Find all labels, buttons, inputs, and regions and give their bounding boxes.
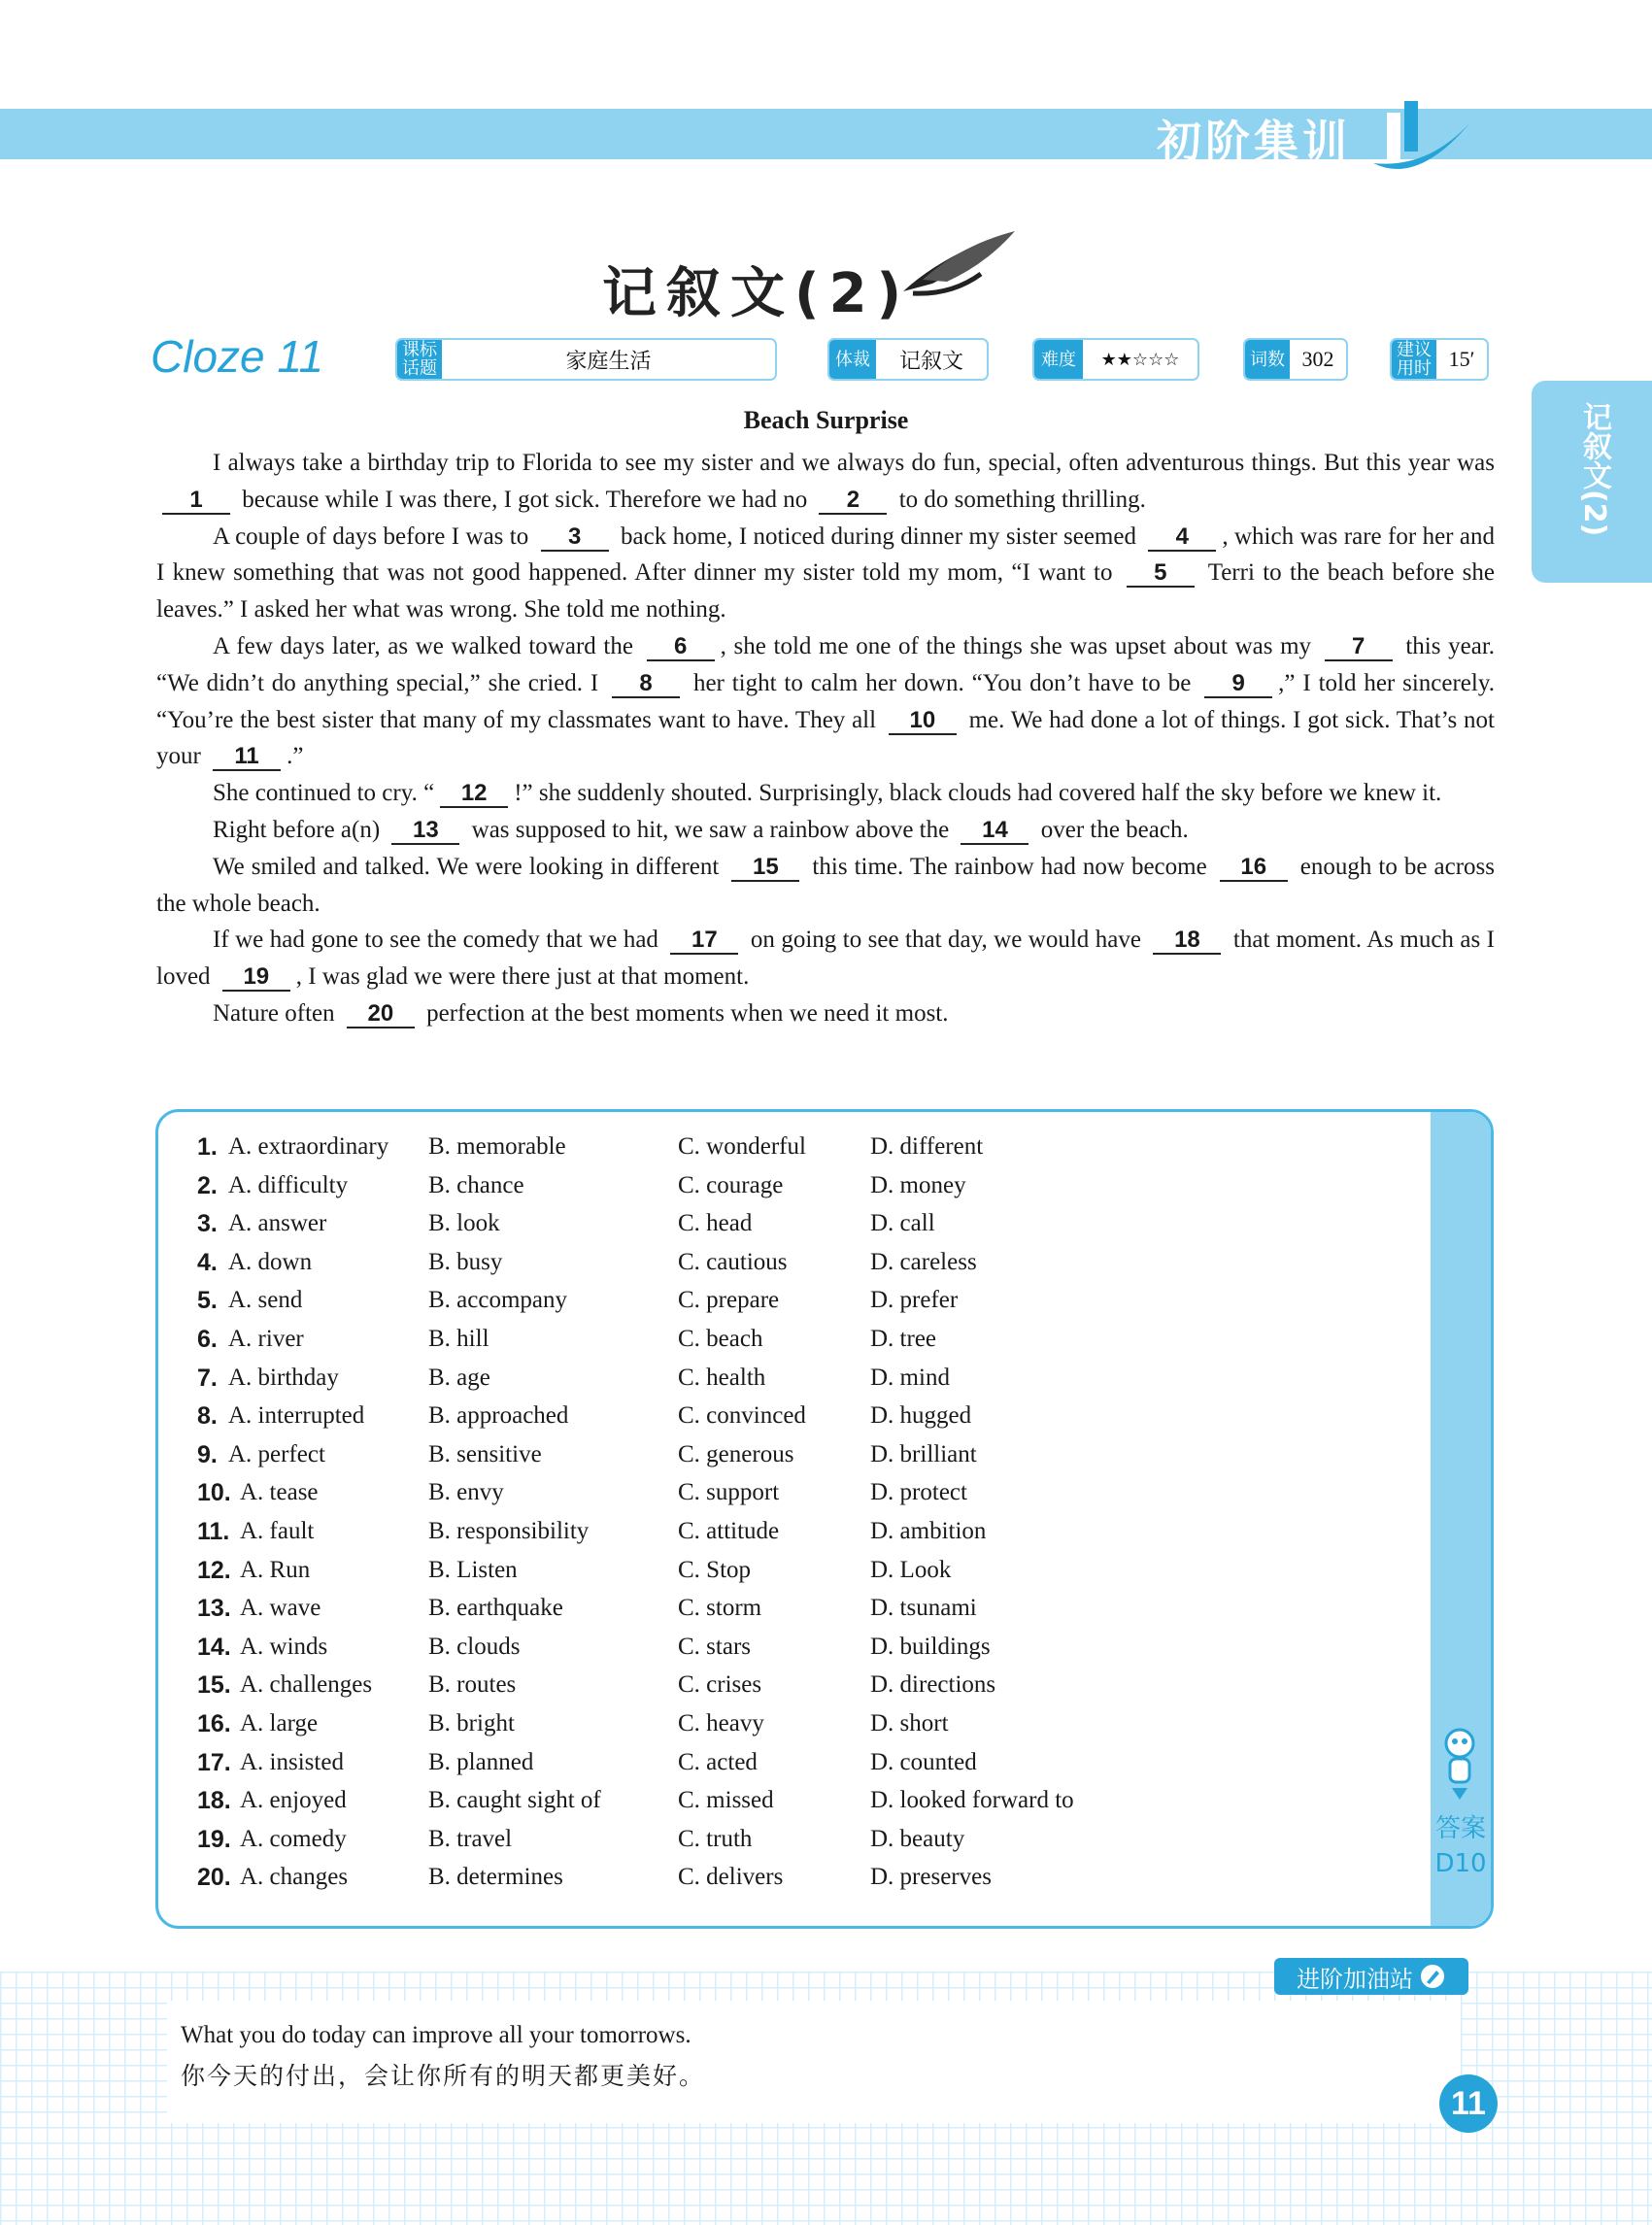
option-d[interactable]: D. tree [870, 1326, 937, 1352]
question-number: 19. [197, 1825, 231, 1853]
passage-text: She continued to cry. “ [213, 780, 435, 807]
option-b[interactable]: B. bright [428, 1710, 515, 1736]
blank-7[interactable]: 7 [1325, 634, 1393, 661]
option-c[interactable]: C. support [678, 1479, 780, 1506]
blank-4[interactable]: 4 [1148, 524, 1216, 552]
option-d[interactable]: D. money [870, 1171, 966, 1198]
question-number: 6. [197, 1326, 218, 1353]
passage-text: A couple of days before I was to [213, 523, 535, 550]
option-row [197, 1671, 1431, 1710]
passage-text: A few days later, as we walked toward the [213, 632, 641, 659]
passage-text: Nature often [213, 999, 341, 1027]
mascot-icon [1438, 1724, 1481, 1802]
option-row [197, 1365, 1431, 1403]
passage-text: Right before a(n) [213, 816, 387, 843]
question-number: 12. [197, 1556, 231, 1584]
passage-text: .” [287, 743, 304, 770]
option-row [197, 1864, 1431, 1903]
option-d[interactable]: D. Look [870, 1556, 952, 1583]
option-d[interactable]: D. mind [870, 1364, 950, 1391]
option-d[interactable]: D. brilliant [870, 1440, 977, 1467]
passage-paragraph [156, 519, 1495, 628]
option-c[interactable]: C. prepare [678, 1287, 780, 1314]
question-number: 17. [197, 1748, 231, 1776]
passage-text: , she told me one of the things she was upset about was my [720, 632, 1319, 659]
option-a[interactable]: A. challenges [240, 1671, 373, 1699]
passage-text: , which was rare for her and I knew something that was not good happened. After dinner my sister told my mom, “I want to [156, 523, 1495, 587]
question-number: 13. [197, 1595, 231, 1623]
option-c[interactable]: C. courage [678, 1171, 784, 1198]
option-c[interactable]: C. acted [678, 1748, 758, 1775]
passage-body [156, 445, 1495, 1032]
option-a[interactable]: A. insisted [240, 1748, 344, 1775]
answer-reference [1434, 1811, 1487, 1881]
passage-text: to do something thrilling. [893, 486, 1146, 513]
wordcount-label: 词数 [1245, 340, 1290, 379]
option-a[interactable]: A. fault [240, 1518, 315, 1544]
passage-text: , I was glad we were there just at that moment. [295, 963, 750, 991]
option-d[interactable]: D. preserves [870, 1864, 992, 1891]
time-tag [1390, 338, 1489, 381]
blank-6[interactable]: 6 [647, 634, 715, 661]
passage-text: If we had gone to see the comedy that we had [213, 927, 665, 954]
option-a[interactable]: A. winds [240, 1633, 328, 1660]
question-number: 8. [197, 1402, 218, 1431]
option-a[interactable]: A. tease [240, 1479, 319, 1506]
option-a[interactable]: A. large [240, 1710, 319, 1736]
quote-chinese: 你今天的付出，会让你所有的明天都更美好。 [181, 2062, 706, 2090]
option-a[interactable]: A. Run [240, 1556, 311, 1583]
option-row [197, 1172, 1431, 1211]
option-row [197, 1518, 1431, 1557]
difficulty-tag [1032, 338, 1199, 381]
passage-paragraph [156, 445, 1495, 519]
station-label: 进阶加油站 [1297, 1965, 1413, 1993]
option-row [197, 1787, 1431, 1826]
passage-text: back home, I noticed during dinner my sister seemed [614, 523, 1143, 550]
option-a[interactable]: A. extraordinary [228, 1133, 389, 1160]
main-title: 记叙文(2) [602, 262, 912, 325]
quote-english: What you do today can improve all your tomorrows. [181, 2022, 691, 2048]
genre-value: 记叙文 [898, 349, 963, 374]
passage-paragraph [156, 995, 1495, 1032]
option-d[interactable]: D. protect [870, 1479, 967, 1506]
passage-title: Beach Surprise [743, 406, 909, 434]
blank-8[interactable]: 8 [612, 671, 680, 698]
option-d[interactable]: D. hugged [870, 1402, 972, 1430]
question-number: 9. [197, 1440, 218, 1468]
option-a[interactable]: A. perfect [228, 1440, 325, 1467]
blank-20[interactable]: 20 [347, 1001, 415, 1028]
options-box [155, 1109, 1494, 1929]
option-row [197, 1287, 1431, 1326]
option-d[interactable]: D. beauty [870, 1825, 965, 1852]
option-b[interactable]: B. planned [428, 1748, 534, 1775]
blank-13[interactable]: 13 [391, 818, 459, 845]
option-b[interactable]: B. accompany [428, 1287, 568, 1314]
genre-tag [827, 338, 989, 381]
option-b[interactable]: B. chance [428, 1171, 524, 1198]
passage-text: over the beach. [1034, 816, 1189, 843]
option-a[interactable]: A. down [228, 1248, 313, 1275]
option-c[interactable]: C. missed [678, 1787, 774, 1814]
option-row [197, 1479, 1431, 1518]
option-a[interactable]: A. river [228, 1326, 304, 1352]
topic-value: 家庭生活 [565, 349, 652, 374]
blank-18[interactable]: 18 [1153, 927, 1221, 955]
question-number: 3. [197, 1210, 218, 1238]
option-b[interactable]: B. busy [428, 1248, 503, 1275]
option-c[interactable]: C. wonderful [678, 1133, 806, 1160]
passage-paragraph [156, 775, 1495, 812]
passage-text: on going to see that day, we would have [744, 927, 1148, 954]
option-a[interactable]: A. answer [228, 1210, 327, 1237]
question-number: 4. [197, 1248, 218, 1276]
question-number: 2. [197, 1171, 218, 1199]
option-a[interactable]: A. send [228, 1287, 303, 1314]
blank-10[interactable]: 10 [889, 708, 957, 735]
option-row [197, 1133, 1431, 1172]
passage-text: because while I was there, I got sick. Therefore we had no [236, 486, 814, 513]
blank-15[interactable]: 15 [731, 855, 799, 882]
option-c[interactable]: C. head [678, 1210, 753, 1237]
passage-text: !” she suddenly shouted. Surprisingly, black clouds had covered half the sky before we knew it. [514, 780, 1442, 807]
wordcount-value: 302 [1301, 347, 1334, 371]
question-number: 5. [197, 1287, 218, 1315]
option-b[interactable]: B. caught sight of [428, 1787, 601, 1814]
swoosh-logo-icon [1369, 93, 1476, 177]
wing-logo-icon [893, 225, 1020, 303]
option-c[interactable]: C. truth [678, 1825, 753, 1852]
passage-text: enough to be across the whole beach. [156, 853, 1496, 917]
blank-5[interactable]: 5 [1127, 560, 1195, 588]
option-b[interactable]: B. memorable [428, 1133, 566, 1160]
option-c[interactable]: C. cautious [678, 1248, 788, 1275]
option-row [197, 1557, 1431, 1596]
blank-12[interactable]: 12 [440, 781, 508, 808]
passage-text: Terri to the beach before she leaves.” I asked her what was wrong. She told me nothing. [156, 559, 1495, 624]
header-band-title: 初阶集训 [1157, 116, 1351, 168]
option-c[interactable]: C. convinced [678, 1402, 806, 1430]
option-d[interactable]: D. different [870, 1133, 984, 1160]
option-d[interactable]: D. careless [870, 1248, 977, 1275]
option-a[interactable]: A. difficulty [228, 1171, 349, 1198]
passage-text: this time. The rainbow had now become [805, 853, 1214, 880]
blank-9[interactable]: 9 [1204, 671, 1272, 698]
blank-1[interactable]: 1 [162, 488, 230, 515]
option-d[interactable]: D. buildings [870, 1633, 991, 1660]
topic-tag [395, 338, 777, 381]
passage-paragraph [156, 812, 1495, 849]
pencil-icon [1419, 1963, 1446, 1990]
passage-text: I always take a birthday trip to Florida to see my sister and we always do fun, special, often adventurous things. But this year was [213, 450, 1495, 476]
station-badge [1274, 1958, 1468, 1995]
passage-text: this year. “We didn’t do anything special,” she cried. I [156, 632, 1496, 696]
passage-text: her tight to calm her down. “You don’t have to be [686, 669, 1199, 696]
question-number: 11. [197, 1518, 230, 1545]
blank-11[interactable]: 11 [213, 744, 281, 771]
passage-paragraph [156, 849, 1495, 923]
option-b[interactable]: B. clouds [428, 1633, 521, 1660]
option-b[interactable]: B. look [428, 1210, 500, 1237]
passage-text: ,” I told her sincerely. “You’re the best sister that many of my classmates want to have. They all [156, 669, 1495, 733]
passage-text: was supposed to hit, we saw a rainbow above the [465, 816, 956, 843]
option-a[interactable]: A. birthday [228, 1364, 339, 1391]
option-c[interactable]: C. Stop [678, 1556, 752, 1583]
option-d[interactable]: D. short [870, 1710, 949, 1736]
option-a[interactable]: A. comedy [240, 1825, 347, 1852]
option-b[interactable]: B. Listen [428, 1556, 518, 1583]
option-a[interactable]: A. enjoyed [240, 1787, 347, 1814]
question-number: 18. [197, 1787, 231, 1815]
down-arrow-icon [1452, 1788, 1467, 1800]
option-row [197, 1710, 1431, 1749]
question-number: 7. [197, 1364, 218, 1392]
option-c[interactable]: C. storm [678, 1595, 762, 1622]
option-row [197, 1634, 1431, 1672]
option-a[interactable]: A. changes [240, 1864, 349, 1891]
difficulty-stars: ★★☆☆☆ [1100, 349, 1180, 370]
cloze-title: Cloze 11 [151, 331, 324, 382]
option-b[interactable]: B. determines [428, 1864, 563, 1891]
question-number: 16. [197, 1710, 231, 1737]
option-d[interactable]: D. counted [870, 1748, 977, 1775]
page-number: 11 [1439, 2074, 1498, 2133]
option-d[interactable]: D. call [870, 1210, 935, 1237]
passage-text: me. We had done a lot of things. I got sick. That’s not your [156, 706, 1495, 770]
option-b[interactable]: B. envy [428, 1479, 504, 1506]
blank-19[interactable]: 19 [222, 964, 290, 992]
option-row [197, 1402, 1431, 1441]
difficulty-label: 难度 [1034, 340, 1083, 379]
option-c[interactable]: C. crises [678, 1671, 762, 1699]
passage-text: that moment. As much as I loved [156, 927, 1495, 991]
wordcount-tag [1243, 338, 1348, 381]
question-number: 10. [197, 1479, 231, 1507]
option-c[interactable]: C. health [678, 1364, 766, 1391]
option-d[interactable]: D. ambition [870, 1518, 987, 1544]
topic-label: 课标话题 [397, 340, 442, 379]
option-d[interactable]: D. prefer [870, 1287, 959, 1314]
blank-16[interactable]: 16 [1220, 855, 1288, 882]
passage-text: We smiled and talked. We were looking in different [213, 853, 726, 880]
option-b[interactable]: B. travel [428, 1825, 513, 1852]
option-b[interactable]: B. approached [428, 1402, 569, 1430]
option-c[interactable]: C. generous [678, 1440, 794, 1467]
option-b[interactable]: B. responsibility [428, 1518, 590, 1544]
passage-paragraph [156, 628, 1495, 775]
option-d[interactable]: D. looked forward to [870, 1787, 1074, 1814]
option-row [197, 1441, 1431, 1480]
option-d[interactable]: D. directions [870, 1671, 996, 1699]
option-b[interactable]: B. hill [428, 1326, 489, 1352]
option-c[interactable]: C. attitude [678, 1518, 780, 1544]
answer-label: 答案 [1434, 1814, 1486, 1843]
option-b[interactable]: B. earthquake [428, 1595, 563, 1622]
option-row [197, 1749, 1431, 1788]
option-c[interactable]: C. stars [678, 1633, 751, 1660]
time-value: 15′ [1448, 347, 1475, 371]
question-number: 1. [197, 1133, 218, 1161]
option-row [197, 1326, 1431, 1365]
option-a[interactable]: A. wave [240, 1595, 321, 1622]
option-c[interactable]: C. heavy [678, 1710, 764, 1736]
option-d[interactable]: D. tsunami [870, 1595, 977, 1622]
blank-17[interactable]: 17 [670, 927, 738, 955]
option-b[interactable]: B. routes [428, 1671, 517, 1699]
question-number: 14. [197, 1633, 231, 1661]
passage-text: perfection at the best moments when we need it most. [420, 999, 949, 1027]
option-row [197, 1595, 1431, 1634]
option-b[interactable]: B. sensitive [428, 1440, 542, 1467]
option-row [197, 1826, 1431, 1865]
option-a[interactable]: A. interrupted [228, 1402, 365, 1430]
question-number: 15. [197, 1671, 231, 1700]
option-row [197, 1210, 1431, 1249]
blank-14[interactable]: 14 [961, 818, 1028, 845]
option-c[interactable]: C. delivers [678, 1864, 784, 1891]
blank-2[interactable]: 2 [819, 488, 887, 515]
answer-strip [1431, 1112, 1491, 1926]
time-label: 建议用时 [1392, 340, 1436, 379]
answer-page: D10 [1434, 1849, 1487, 1878]
question-number: 20. [197, 1864, 231, 1892]
option-row [197, 1249, 1431, 1288]
side-tab-label: 记叙文(2) [1577, 402, 1611, 537]
genre-label: 体裁 [829, 340, 876, 379]
blank-3[interactable]: 3 [541, 524, 609, 552]
option-c[interactable]: C. beach [678, 1326, 763, 1352]
passage-paragraph [156, 922, 1495, 995]
option-b[interactable]: B. age [428, 1364, 490, 1391]
